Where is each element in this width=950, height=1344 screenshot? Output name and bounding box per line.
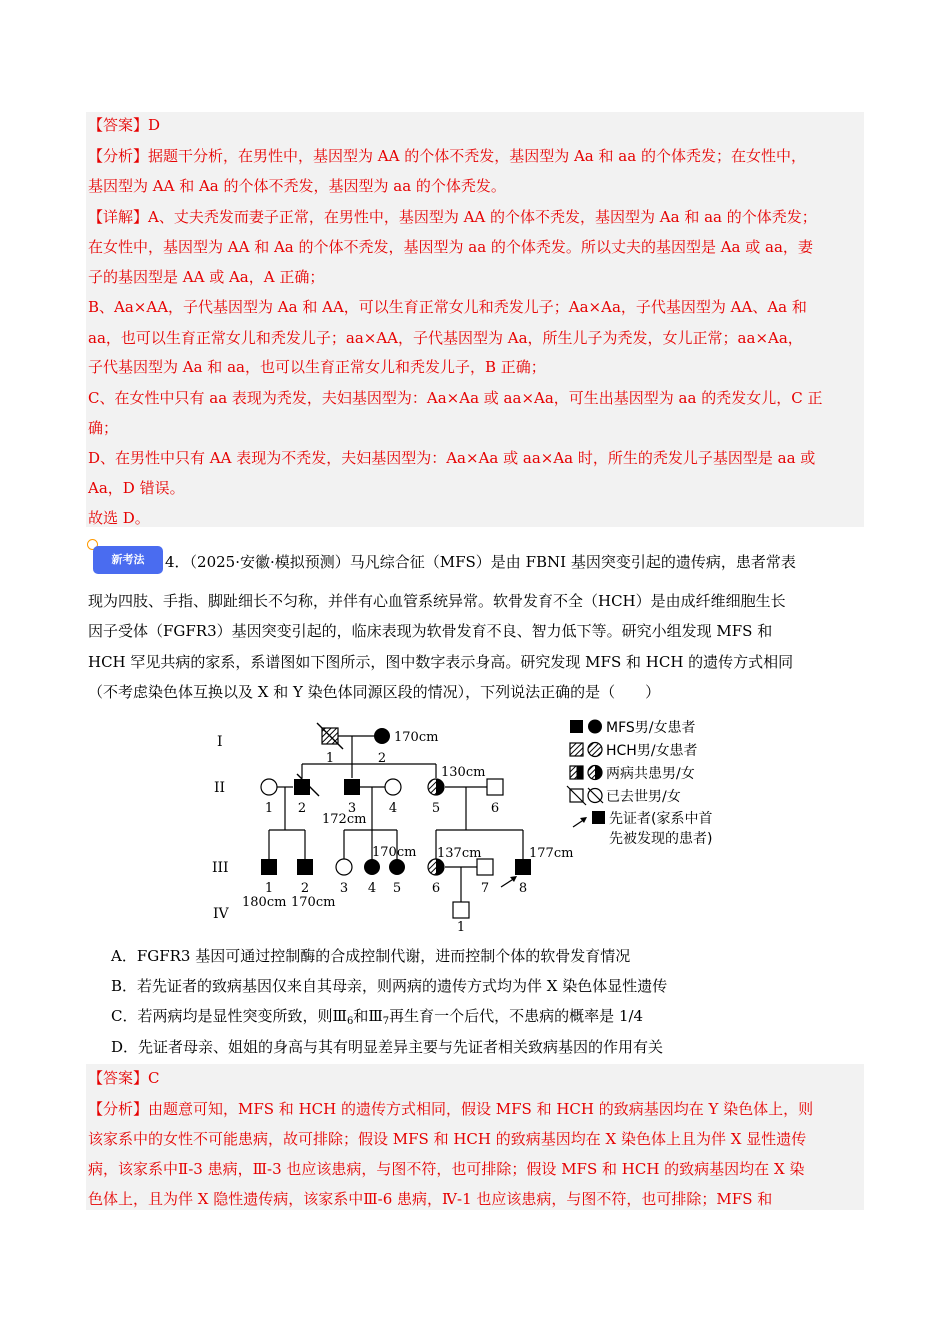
analysis-line: 该家系中的女性不可能患病，故可排除；假设 MFS 和 HCH 的致病基因均在 X 染色体上且为伴 X 显性遗传	[88, 1130, 807, 1148]
pedigree-legend	[567, 719, 712, 847]
svg-text:3: 3	[339, 881, 349, 896]
analysis-line: 【分析】据题干分析，在男性中，基因型为 AA 的个体不秃发，基因型为 Aa 和 aa 的个体秃发；在女性中，	[88, 147, 806, 165]
svg-text:3: 3	[347, 801, 357, 816]
svg-text:5: 5	[431, 801, 441, 816]
svg-text:170cm: 170cm	[291, 895, 336, 910]
pedigree-diagram	[205, 712, 750, 937]
answer-label: 【答案】D	[88, 116, 161, 134]
question-line: HCH 罕见共病的家系，系谱图如下图所示，图中数字表示身高。研究发现 MFS 和 HCH 的遗传方式相同	[88, 653, 794, 671]
option-a: A．FGFR3 基因可通过控制酶的合成控制代谢，进而控制个体的软骨发育情况	[111, 947, 631, 965]
svg-text:1: 1	[264, 801, 274, 816]
detail-line: aa，也可以生育正常女儿和秃发儿子；aa×AA，子代基因型为 Aa，所生儿子为秃发，女儿正常；aa×Aa，	[88, 329, 803, 347]
svg-text:HCH男/女患者: HCH男/女患者	[606, 743, 698, 759]
svg-text:4: 4	[388, 801, 398, 816]
svg-text:170cm: 170cm	[394, 730, 439, 745]
svg-text:III: III	[212, 860, 229, 876]
svg-text:4: 4	[367, 881, 377, 896]
analysis-line: 色体上，且为伴 X 隐性遗传病，该家系中Ⅲ-6 患病，Ⅳ-1 也应该患病，与图不符，也可排除；MFS 和	[88, 1190, 773, 1208]
svg-text:177cm: 177cm	[529, 846, 574, 861]
svg-text:7: 7	[480, 881, 490, 896]
svg-text:137cm: 137cm	[437, 846, 482, 861]
svg-text:130cm: 130cm	[441, 765, 486, 780]
detail-line: 在女性中，基因型为 AA 和 Aa 的个体不秃发，基因型为 aa 的个体秃发。所以丈夫的基因型是 Aa 或 aa，妻	[88, 238, 813, 256]
detail-line: D、在男性中只有 AA 表现为不秃发，夫妇基因型为：Aa×Aa 或 aa×Aa 时，所生的秃发儿子基因型是 aa 或	[88, 449, 816, 467]
analysis-line: 基因型为 AA 和 Aa 的个体不秃发，基因型为 aa 的个体秃发。	[88, 177, 506, 195]
question-line: 现为四肢、手指、脚趾细长不匀称，并伴有心血管系统异常。软骨发育不全（HCH）是由成纤维细胞生长	[88, 592, 786, 610]
answer-label: 【答案】C	[88, 1069, 160, 1087]
svg-text:I: I	[217, 734, 223, 750]
svg-text:1: 1	[456, 920, 466, 935]
detail-line: 子代基因型为 Aa 和 aa，也可以生育正常女儿和秃发儿子，B 正确；	[88, 358, 546, 376]
svg-text:1: 1	[264, 881, 274, 896]
svg-text:180cm: 180cm	[242, 895, 287, 910]
new-method-badge: 新考法	[93, 546, 163, 574]
svg-text:已去世男/女: 已去世男/女	[606, 789, 681, 805]
svg-text:先被发现的患者): 先被发现的患者)	[609, 831, 713, 847]
question-line: 4．（2025·安徽·模拟预测）马凡综合征（MFS）是由 FBNI 基因突变引起的遗传病，患者常表	[165, 553, 796, 571]
detail-line: 子的基因型是 AA 或 Aa，A 正确；	[88, 268, 325, 286]
pedigree-I2	[374, 728, 390, 744]
svg-text:5: 5	[392, 881, 402, 896]
question-line: 因子受体（FGFR3）基因突变引起的，临床表现为软骨发育不良、智力低下等。研究小组发现 MFS 和	[88, 622, 773, 640]
option-c: C．若两病均是显性突变所致，则$Ⅲ_6$和$Ⅲ_7$再生育一个后代，不患病的概率是 1/4	[111, 1007, 644, 1027]
detail-line: B、Aa×AA，子代基因型为 Aa 和 AA，可以生育正常女儿和秃发儿子；Aa×Aa，子代基因型为 AA、Aa 和	[88, 298, 807, 316]
question-line: （不考虑染色体互换以及 X 和 Y 染色体同源区段的情况），下列说法正确的是（ ）	[88, 683, 661, 701]
detail-line: 故选 D。	[88, 509, 150, 527]
svg-text:170cm: 170cm	[372, 845, 417, 860]
svg-text:172cm: 172cm	[322, 812, 367, 827]
svg-text:2: 2	[297, 801, 307, 816]
option-b: B．若先证者的致病基因仅来自其母亲，则两病的遗传方式均为伴 X 染色体显性遗传	[111, 977, 668, 995]
svg-text:2: 2	[377, 751, 387, 766]
detail-line: C、在女性中只有 aa 表现为秃发，夫妇基因型为：Aa×Aa 或 aa×Aa，可生出基因型为 aa 的秃发女儿，C 正	[88, 389, 823, 407]
svg-text:IV: IV	[213, 906, 229, 922]
analysis-line: 病，该家系中Ⅱ-3 患病，Ⅲ-3 也应该患病，与图不符，也可排除；假设 MFS 和 HCH 的致病基因均在 X 染	[88, 1160, 805, 1178]
svg-text:1: 1	[325, 751, 335, 766]
svg-text:MFS男/女患者: MFS男/女患者	[606, 720, 696, 736]
svg-text:2: 2	[300, 881, 310, 896]
analysis-line: 【分析】由题意可知，MFS 和 HCH 的遗传方式相同，假设 MFS 和 HCH 的致病基因均在 Y 染色体上，则	[88, 1100, 814, 1118]
option-d: D．先证者母亲、姐姐的身高与其有明显差异主要与先证者相关致病基因的作用有关	[111, 1038, 664, 1056]
svg-text:两病共患男/女: 两病共患男/女	[606, 766, 695, 782]
svg-text:II: II	[214, 780, 226, 796]
detail-line: Aa，D 错误。	[88, 479, 185, 497]
svg-text:6: 6	[490, 801, 500, 816]
svg-text:8: 8	[518, 881, 528, 896]
detail-line: 【详解】A、丈夫秃发而妻子正常，在男性中，基因型为 AA 的个体不秃发，基因型为 Aa 和 aa 的个体秃发；	[88, 208, 817, 226]
svg-text:先证者(家系中首: 先证者(家系中首	[609, 811, 713, 827]
detail-line: 确；	[88, 419, 119, 437]
svg-text:6: 6	[431, 881, 441, 896]
